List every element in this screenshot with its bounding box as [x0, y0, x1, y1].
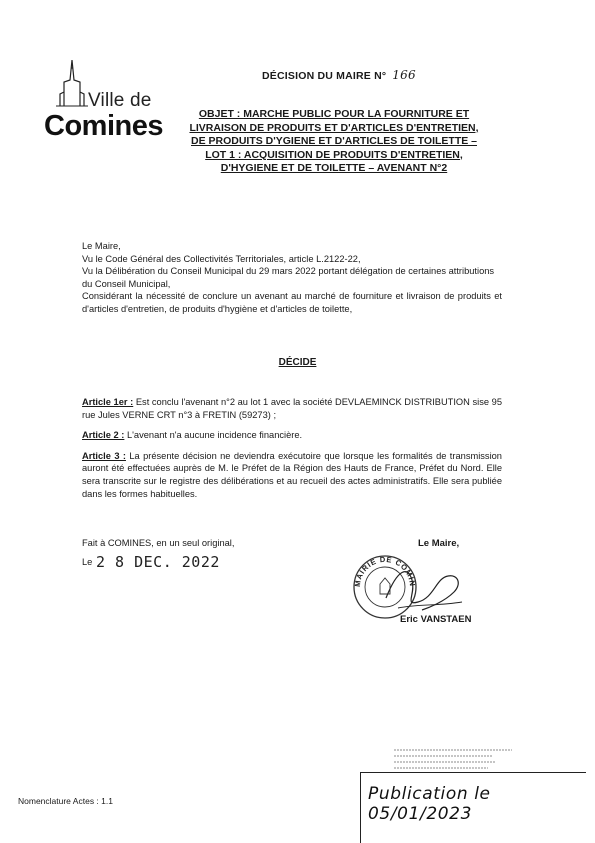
- objet-line: OBJET : MARCHE PUBLIC POUR LA FOURNITURE ET: [198, 108, 470, 120]
- preamble: [82, 240, 502, 316]
- decision-label: DÉCISION DU MAIRE N°: [262, 70, 387, 82]
- preamble-line: Le Maire,: [82, 241, 121, 251]
- svg-text:MAIRIE DE COMINES: MAIRIE DE COMIN: [352, 554, 418, 588]
- objet-line: LOT 1 : ACQUISITION DE PRODUITS D'ENTRETIEN,: [205, 148, 463, 161]
- maire-label: Le Maire,: [418, 538, 460, 549]
- decide-heading: DÉCIDE: [278, 357, 317, 368]
- maire-name: Eric VANSTAEN: [400, 614, 472, 625]
- nomenclature-actes: Nomenclature Actes : 1.1: [18, 796, 113, 806]
- preamble-line: Considérant la nécessité de conclure un avenant au marché de fourniture et livraison de produits et d'articles d'entretien, de produits d'hygiène et d'articles de toilette,: [82, 291, 502, 314]
- decision-number-heading: [262, 68, 416, 82]
- objet-line: LIVRAISON DE PRODUITS ET D'ARTICLES D'ENTRETIEN,: [189, 121, 479, 134]
- article-text: L'avenant n'a aucune incidence financière.: [126, 430, 303, 441]
- logo-comines-text: Comines: [44, 110, 163, 142]
- objet-line: DE PRODUITS D'YGIENE ET D'ARTICLES DE TOILETTE –: [191, 135, 477, 147]
- article-text: Est conclu l'avenant n°2 au lot 1 avec la société DEVLAEMINCK DISTRIBUTION sise 95 rue Jules VERNE CRT n°3 à FRETIN (59273) ;: [82, 397, 502, 420]
- transmission-stamp: [392, 745, 522, 773]
- preamble-line: Vu la Délibération du Conseil Municipal du 29 mars 2022 portant délégation de certaines attributions du Conseil Municipal,: [82, 266, 495, 289]
- stamp-lines-icon: [392, 745, 522, 773]
- article-label: Article 2 :: [82, 430, 125, 441]
- article-text: La présente décision ne deviendra exécutoire que lorsque les formalités de transmission auront été effectuées auprès de M. le Préfet de la Région des Hauts de France, Préfet du Nord. Elle sera transcrite sur le registre des délibérations et au recueil des actes administratifs. Elle sera publiée dans les formes habituelles.: [82, 450, 502, 499]
- logo-ville-text: Ville de: [88, 90, 152, 111]
- articles-section: [82, 396, 502, 508]
- ville-de-comines-logo: [44, 58, 169, 143]
- article-label: Article 1er :: [82, 397, 134, 407]
- signature-icon: [378, 558, 468, 618]
- publication-note: Publication le 05/01/2023: [368, 784, 491, 824]
- article-1: [82, 396, 502, 421]
- preamble-line: Vu le Code Général des Collectivités Territoriales, article L.2122-22,: [82, 253, 361, 264]
- date-stamp: 2 8 DEC. 2022: [96, 553, 220, 571]
- fait-a-line: Fait à COMINES, en un seul original,: [82, 538, 235, 548]
- objet-line: D'HYGIENE ET DE TOILETTE – AVENANT N°2: [220, 162, 448, 174]
- article-3: [82, 450, 502, 500]
- le-label: Le: [82, 557, 93, 567]
- church-spire-icon: [52, 58, 92, 108]
- decision-number: 166: [392, 68, 416, 82]
- article-label: Article 3 :: [82, 450, 126, 461]
- objet-heading: [175, 108, 493, 176]
- article-2: [82, 429, 502, 442]
